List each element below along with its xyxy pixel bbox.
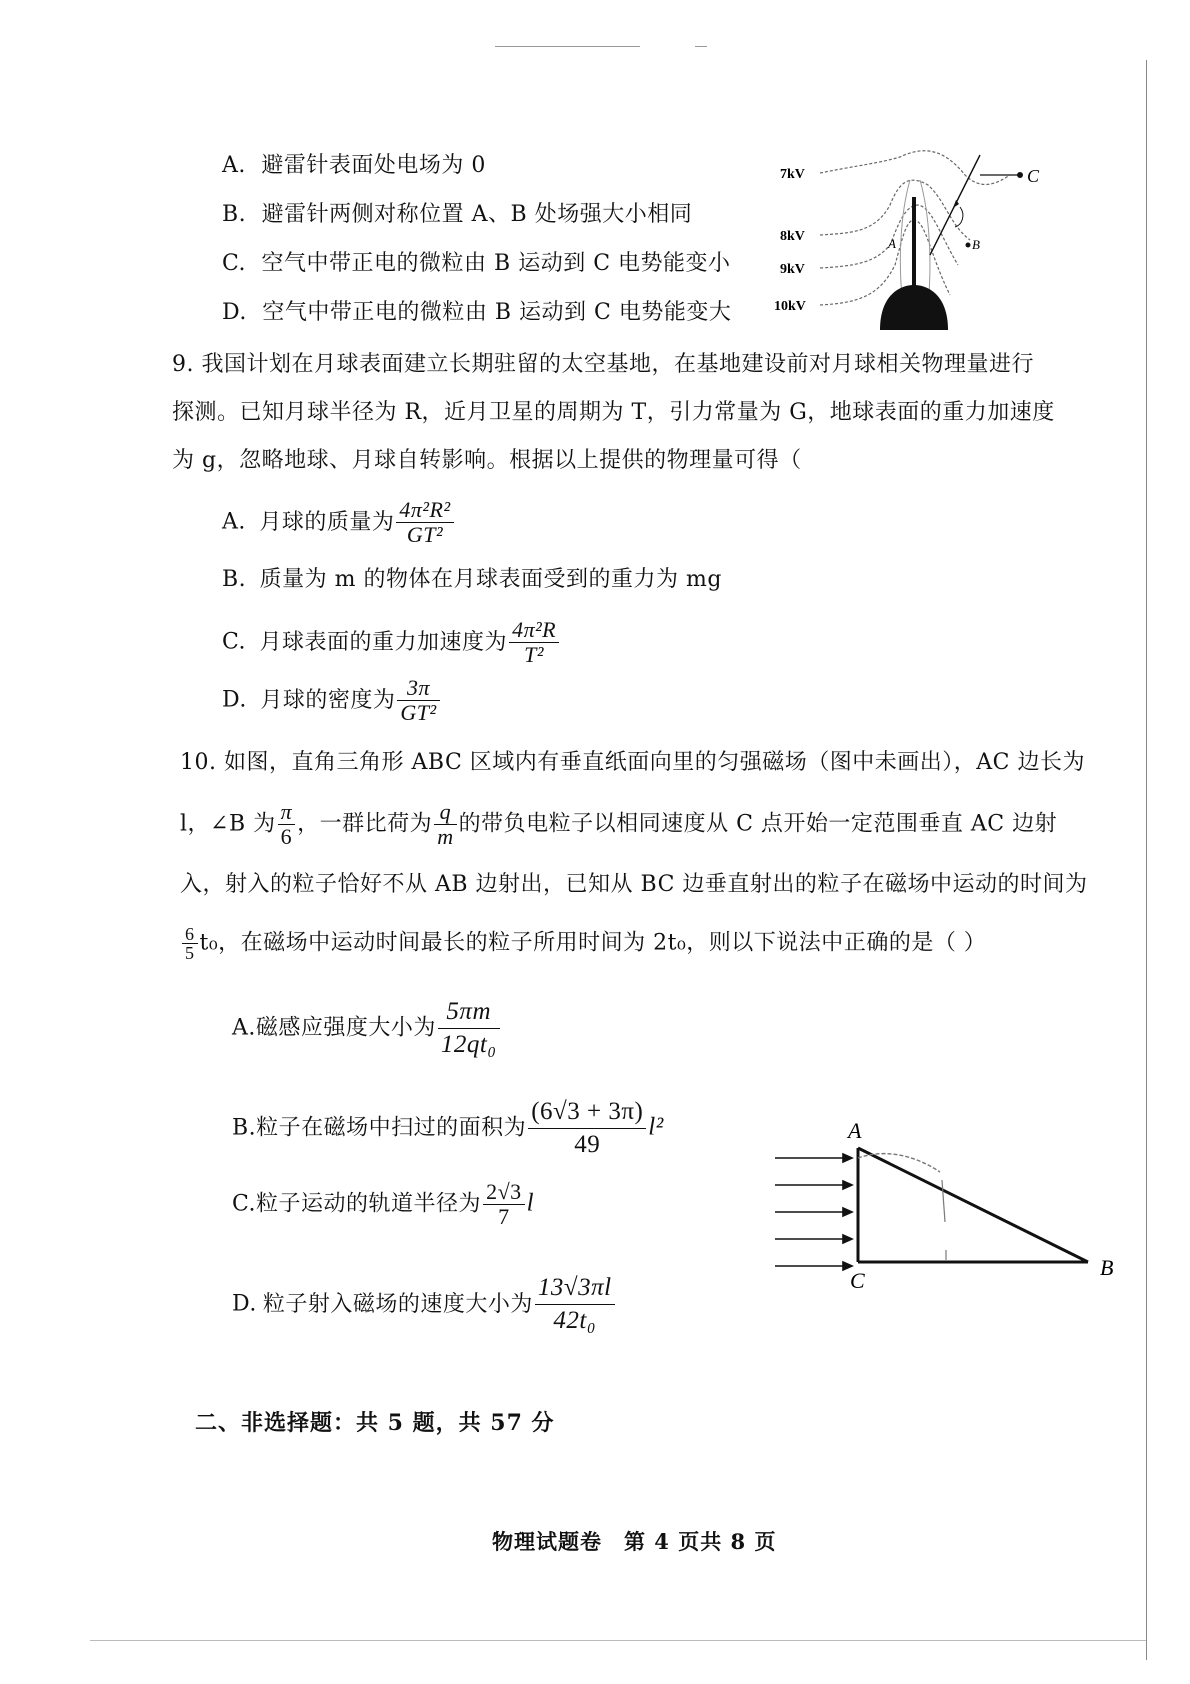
label-b: B xyxy=(1100,1255,1114,1280)
question-number: 10. xyxy=(180,750,217,775)
stem-text: l，∠B 为 xyxy=(180,811,276,837)
option-text: 避雷针表面处电场为 0 xyxy=(261,153,486,178)
q10-option-b xyxy=(232,1096,664,1161)
option-text: 月球的质量为 xyxy=(259,509,395,535)
option-text: 磁感应强度大小为 xyxy=(255,1015,436,1041)
fraction-numerator: q xyxy=(434,800,456,825)
fraction xyxy=(397,676,439,725)
label-a: A xyxy=(888,236,896,251)
option-text: 粒子射入磁场的速度大小为 xyxy=(262,1291,533,1317)
label-7kv: 7kV xyxy=(780,167,805,182)
option-label: D. xyxy=(232,1291,257,1317)
fraction-numerator: π xyxy=(278,800,296,825)
section-heading: 二、非选择题：共 5 题，共 57 分 xyxy=(195,1410,555,1436)
stem-text: 如图，直角三角形 ABC 区域内有垂直纸面向里的匀强磁场（图中未画出），AC 边长为 xyxy=(224,750,1085,775)
fraction-denominator: T² xyxy=(524,642,545,667)
label-b: B xyxy=(972,237,980,252)
stem-text: t₀，在磁场中运动时间最长的粒子所用时间为 2t₀，则以下说法中正确的是（ ） xyxy=(199,930,987,956)
option-suffix: l² xyxy=(648,1113,664,1141)
stem-text: 我国计划在月球表面建立长期驻留的太空基地，在基地建设前对月球相关物理量进行 xyxy=(201,352,1035,377)
option-suffix: l xyxy=(526,1189,535,1217)
option-text: 粒子在磁场中扫过的面积为 xyxy=(256,1115,527,1141)
option-label: A. xyxy=(222,153,246,178)
fraction-denominator: GT² xyxy=(400,700,437,725)
fraction-numerator: 3π xyxy=(397,676,439,701)
triangle-abc-figure xyxy=(770,1110,1130,1293)
option-label: D. xyxy=(222,687,247,713)
option-label: B. xyxy=(222,567,247,592)
fraction xyxy=(438,996,500,1061)
option-text: 空气中带正电的微粒由 B 运动到 C 电势能变小 xyxy=(261,251,731,276)
q10-stem-line3 xyxy=(180,870,1087,900)
fraction-denominator: 42t₀ xyxy=(553,1307,597,1334)
option-label: C. xyxy=(222,251,247,276)
option-text: 月球表面的重力加速度为 xyxy=(259,629,508,655)
q10-option-d xyxy=(232,1272,617,1337)
q9-option-b xyxy=(222,566,722,594)
q10-option-a xyxy=(232,996,502,1061)
fraction-numerator: 2√3 xyxy=(483,1180,525,1205)
q9-stem-line2 xyxy=(172,398,1055,428)
stem-text: 的带负电粒子以相同速度从 C 点开始一定范围垂直 AC 边射 xyxy=(458,811,1058,837)
time-fraction xyxy=(182,925,198,962)
option-label: B. xyxy=(222,202,247,227)
label-c: C xyxy=(1027,166,1040,186)
q9-stem-line3 xyxy=(172,446,802,476)
stem-text: ，一群比荷为 xyxy=(297,811,433,837)
fraction-denominator: GT² xyxy=(406,522,444,547)
q8-option-c xyxy=(222,250,731,278)
fraction-numerator: 6 xyxy=(182,925,198,944)
page-footer: 物理试题卷 第 4 页共 8 页 xyxy=(492,1529,777,1554)
q9-option-d xyxy=(222,676,442,725)
q10-stem-line1 xyxy=(180,748,1085,778)
q8-option-a xyxy=(222,152,486,180)
q9-option-c xyxy=(222,618,561,667)
q10-stem-line4 xyxy=(180,925,986,962)
option-label: C. xyxy=(222,629,247,655)
stem-text: 探测。已知月球半径为 R，近月卫星的周期为 T，引力常量为 G，地球表面的重力加速度 xyxy=(172,400,1055,425)
q8-option-d xyxy=(222,299,731,327)
label-9kv: 9kV xyxy=(780,262,805,277)
charge-ratio-fraction xyxy=(434,800,456,849)
option-text: 月球的密度为 xyxy=(260,687,396,713)
q9-stem-line1 xyxy=(172,350,1034,380)
fraction xyxy=(483,1180,525,1229)
rod-base xyxy=(880,285,948,330)
label-10kv: 10kV xyxy=(774,299,806,314)
option-label: D. xyxy=(222,300,247,325)
option-text: 粒子运动的轨道半径为 xyxy=(256,1191,482,1217)
option-label: C. xyxy=(232,1191,257,1217)
option-text: 空气中带正电的微粒由 B 运动到 C 电势能变大 xyxy=(262,300,732,325)
fraction-denominator: 6 xyxy=(280,824,293,849)
q10-option-c xyxy=(232,1180,534,1229)
fraction-denominator: 7 xyxy=(498,1204,510,1229)
fraction-numerator: 4π²R² xyxy=(396,498,453,523)
lightning-rod-figure xyxy=(774,145,1040,330)
scan-mark-top xyxy=(495,46,640,47)
label-8kv: 8kV xyxy=(780,229,805,244)
option-label: A. xyxy=(232,1015,256,1041)
label-a: A xyxy=(848,1118,862,1143)
question-number: 9. xyxy=(172,352,194,377)
q10-stem-line2 xyxy=(180,800,1057,849)
fraction-denominator: 12qt₀ xyxy=(440,1031,497,1058)
stem-text: 为 g，忽略地球、月球自转影响。根据以上提供的物理量可得（ xyxy=(172,448,802,473)
option-text: 质量为 m 的物体在月球表面受到的重力为 mg xyxy=(259,567,722,592)
scan-mark-top-small xyxy=(695,46,707,47)
option-label: A. xyxy=(222,509,246,535)
fraction xyxy=(396,498,453,547)
fraction xyxy=(509,618,559,667)
option-label: B. xyxy=(232,1115,257,1141)
angle-fraction xyxy=(278,800,296,849)
q8-option-b xyxy=(222,201,692,229)
page-bottom-border xyxy=(90,1640,1146,1641)
stem-text: 入，射入的粒子恰好不从 AB 边射出，已知从 BC 边垂直射出的粒子在磁场中运动的时间为 xyxy=(180,872,1088,897)
fraction-denominator: m xyxy=(437,824,454,849)
fraction-numerator: 4π²R xyxy=(509,618,559,643)
fraction xyxy=(535,1272,615,1337)
label-c: C xyxy=(850,1268,865,1293)
page-right-border xyxy=(1146,60,1147,1660)
q9-option-a xyxy=(222,498,456,547)
fraction-denominator: 49 xyxy=(574,1131,601,1158)
fraction-numerator: 5πm xyxy=(438,996,500,1029)
fraction xyxy=(528,1096,646,1161)
fraction-numerator: (6√3 + 3π) xyxy=(528,1096,646,1129)
fraction-denominator: 5 xyxy=(185,943,195,963)
option-text: 避雷针两侧对称位置 A、B 处场强大小相同 xyxy=(261,202,693,227)
fraction-numerator: 13√3πl xyxy=(535,1272,615,1305)
